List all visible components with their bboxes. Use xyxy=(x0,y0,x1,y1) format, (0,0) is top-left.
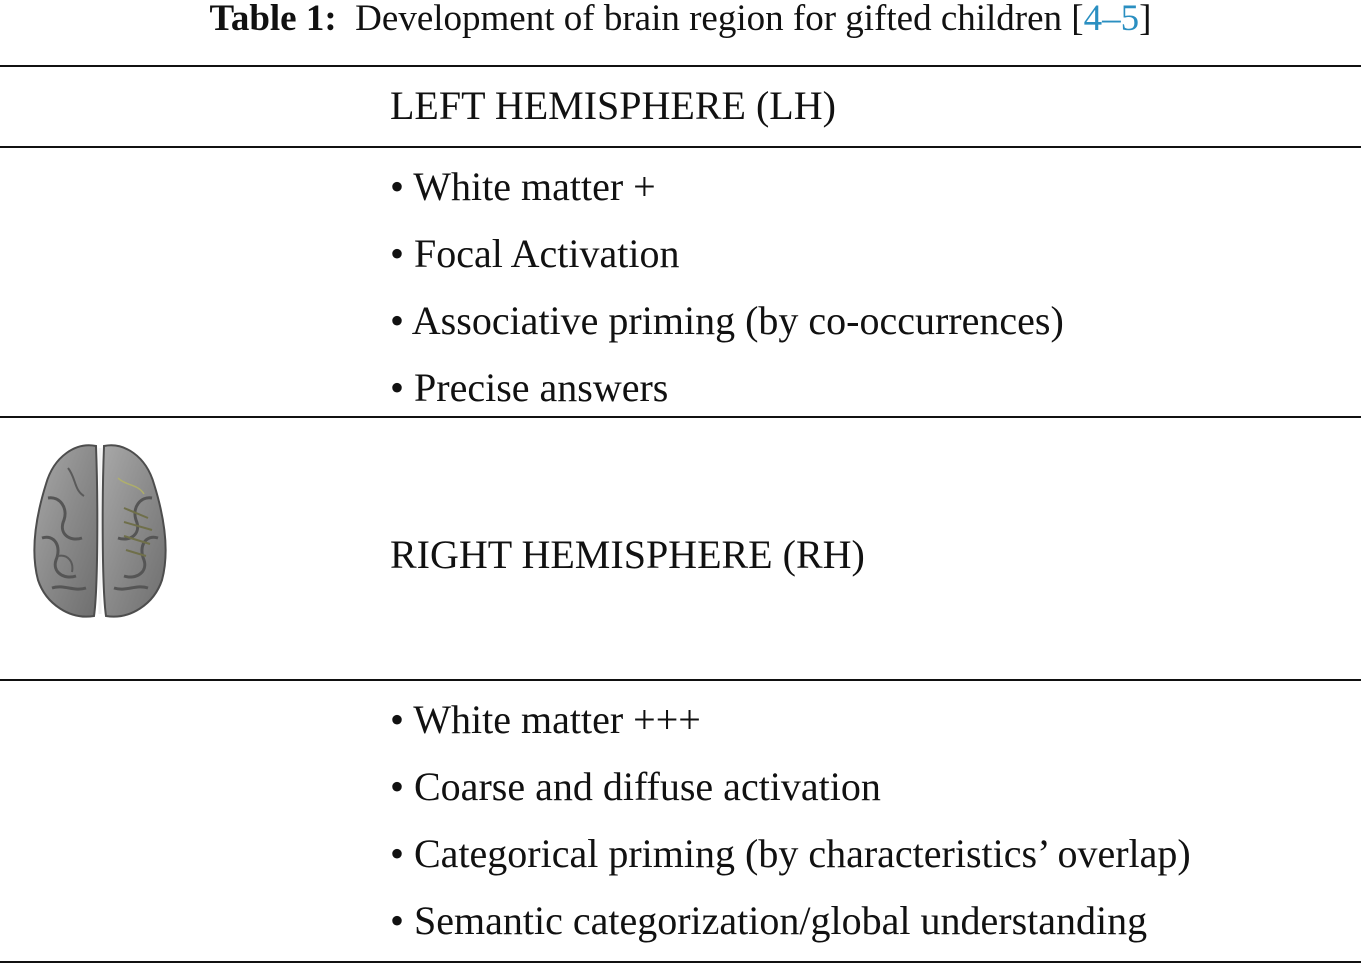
header-rule xyxy=(0,146,1361,148)
lh-item: • Precise answers xyxy=(390,365,669,410)
lh-item: • Associative priming (by co-occurrences) xyxy=(390,298,1064,343)
lh-item: • Focal Activation xyxy=(390,231,680,276)
lh-item: • White matter + xyxy=(390,164,656,209)
table-bottom-rule xyxy=(0,961,1361,963)
table-title: Development of brain region for gifted children xyxy=(355,0,1063,39)
reference-link-5[interactable]: 5 xyxy=(1120,0,1140,39)
rh-item: • Coarse and diffuse activation xyxy=(390,764,881,809)
reference-dash: – xyxy=(1102,0,1121,39)
table-caption xyxy=(0,0,1361,50)
rh-heading: RIGHT HEMISPHERE (RH) xyxy=(390,532,865,577)
brain-scan-icon xyxy=(28,438,172,624)
section-rule xyxy=(0,679,1361,681)
reference-link-4[interactable]: 4 xyxy=(1083,0,1103,39)
table-label: Table 1: xyxy=(209,0,337,39)
reference-open-bracket: [ xyxy=(1071,0,1084,39)
rh-item: • Semantic categorization/global understanding xyxy=(390,898,1148,943)
rh-item: • White matter +++ xyxy=(390,697,701,742)
rh-item: • Categorical priming (by characteristics’ overlap) xyxy=(390,831,1191,876)
reference-close-bracket: ] xyxy=(1139,0,1152,39)
table-top-rule xyxy=(0,65,1361,67)
lh-heading: LEFT HEMISPHERE (LH) xyxy=(390,83,836,128)
section-rule xyxy=(0,416,1361,418)
